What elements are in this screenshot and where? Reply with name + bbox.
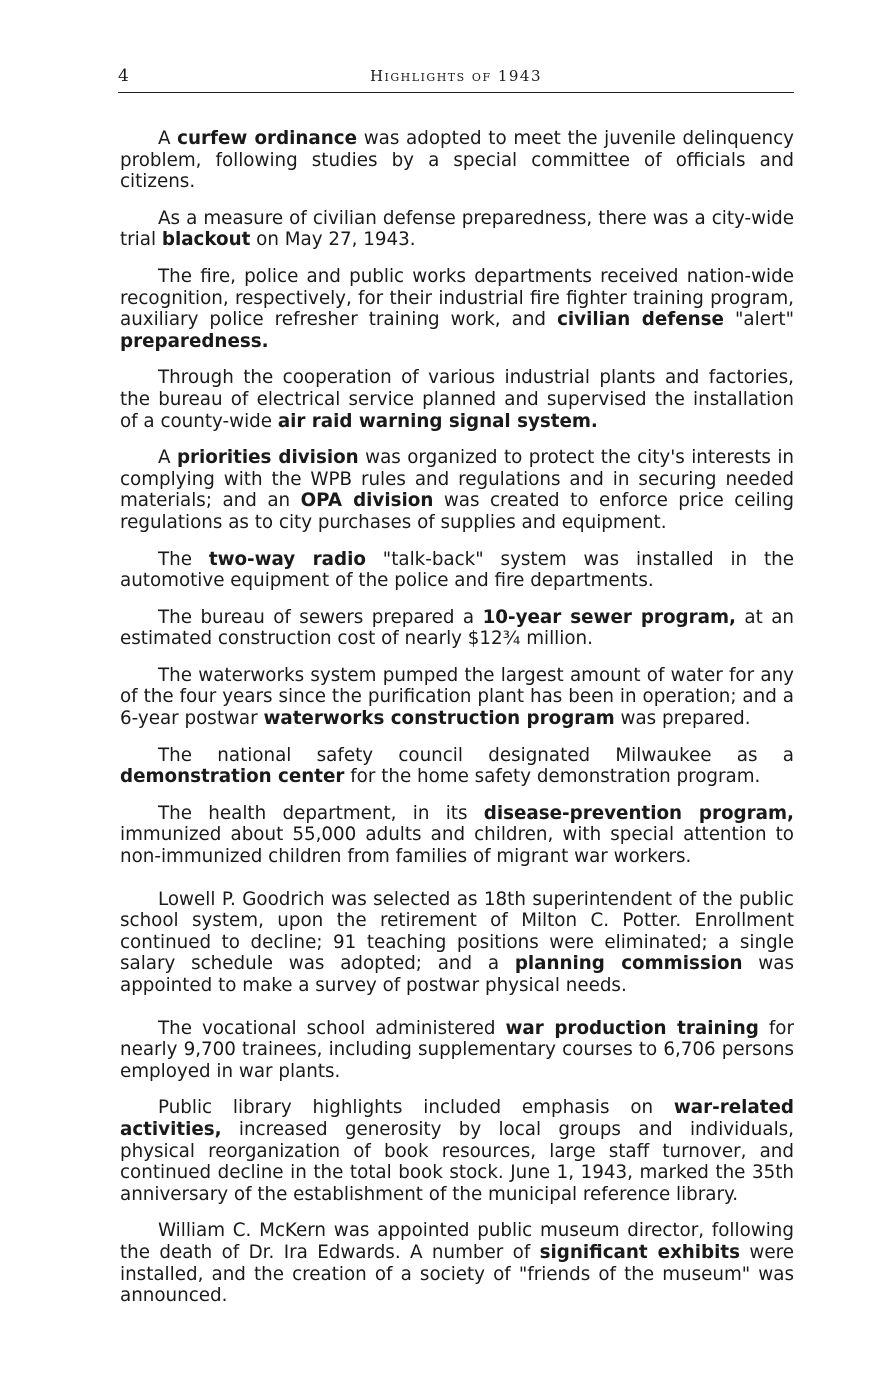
paragraph-safety: The national safety council designated Milwaukee as a demonstration center for the home safety demonstration program. [120, 744, 794, 788]
paragraph-health: The health department, in its disease-prevention program, immunized about 55,000 adults and children, with special attention to non-immunized children from families of migrant war workers. [120, 802, 794, 868]
bold-term: civilian defense [557, 309, 724, 331]
paragraph-departments: The fire, police and public works departments received nation-wide recognition, respectively, for their industrial fire fighter training program, auxiliary police refresher training work, and civilian defense "alert" preparedness. [120, 265, 795, 352]
paragraph-air-raid: Through the cooperation of various industrial plants and factories, the bureau of electrical service planned and supervised the installation of a county-wide air raid warning signal system. [120, 367, 794, 432]
paragraph-priorities: A priorities division was organized to protect the city's interests in complying with the WPB rules and regulations and in securing needed materials; and an OPA division was created to enforce price ceiling regulations as to city purchases of supplies and equipment. [120, 447, 795, 533]
bold-term: blackout [161, 229, 251, 251]
bold-term: planning commission [514, 953, 743, 975]
paragraph-blackout: As a measure of civilian defense preparedness, there was a city-wide trial blackout on May 27, 1943. [120, 207, 794, 251]
bold-term: disease-prevention program, [483, 802, 794, 824]
paragraph-schools: Lowell P. Goodrich was selected as 18th superintendent of the public school system, upon the retirement of Milton C. Potter. Enrollment continued to decline; 91 teaching positions were eliminated; a single salary schedule was adopted; and a planning commission was appointed to make a survey of postwar physical needs. [120, 888, 794, 996]
bold-term: significant exhibits [539, 1241, 741, 1263]
bold-term: OPA division [300, 490, 434, 512]
paragraph-library: Public library highlights included emphasis on war-related activities, increased generosity by local groups and individuals, physical reorganization of book resources, large staff turnover, and continued decline in the total book stock. June 1, 1943, marked the 35th anniversary of the establishment of the municipal reference library. [120, 1097, 794, 1205]
paragraph-museum: William C. McKern was appointed public museum director, following the death of Dr. Ira Edwards. A number of significant exhibits were installed, and the creation of a society of "friends of the museum" was announced. [120, 1220, 794, 1307]
page-header [118, 66, 794, 93]
bold-term: 10-year sewer program, [482, 606, 736, 628]
paragraph-radio: The two-way radio "talk-back" system was installed in the automotive equipment of the police and fire departments. [120, 548, 795, 592]
bold-term: demonstration center [120, 766, 345, 788]
bold-term: preparedness. [120, 330, 269, 352]
running-title: Highlights of 1943 [369, 67, 543, 85]
body-text [120, 128, 794, 1322]
bold-term: curfew ordinance [177, 128, 358, 149]
bold-term: two-way radio [208, 548, 366, 570]
paragraph-vocational: The vocational school administered war production training for nearly 9,700 trainees, including supplementary courses to 6,706 persons employed in war plants. [120, 1017, 795, 1082]
bold-term: war-related activities, [120, 1097, 794, 1140]
paragraph-waterworks: The waterworks system pumped the largest amount of water for any of the four years since the purification plant has been in operation; and a 6-year postwar waterworks construction program was prepared. [120, 664, 794, 730]
page-number: 4 [118, 66, 129, 86]
bold-term: war production training [505, 1017, 759, 1039]
bold-term: air raid warning signal system. [277, 410, 598, 432]
paragraph-curfew: A curfew ordinance was adopted to meet the juvenile delinquency problem, following studies by a special committee of officials and citizens. [120, 128, 794, 193]
paragraph-sewers: The bureau of sewers prepared a 10-year sewer program, at an estimated construction cost of nearly $12¾ million. [120, 606, 794, 650]
bold-term: waterworks construction program [263, 708, 615, 730]
bold-term: priorities division [176, 447, 359, 469]
